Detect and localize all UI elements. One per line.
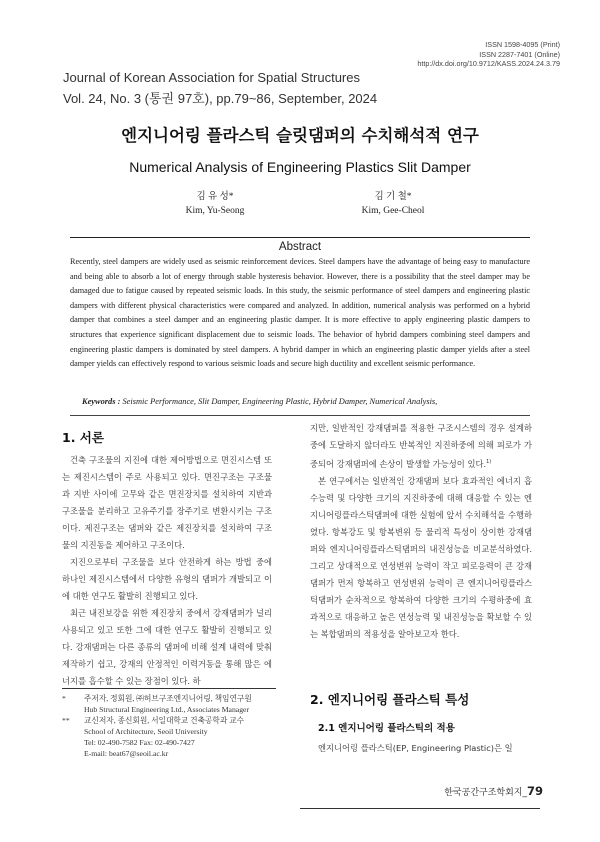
author-2-ko: 김 기 철* bbox=[374, 192, 412, 202]
right-column bbox=[310, 420, 532, 643]
abstract-text: Recently, steel dampers are widely used as seismic reinforcement devices. Steel dampers have the advantage of being easy to manufacture and being able to absorb a lot of energy through stable hysteresis behavior. However, there is a possibility that the steel damper may be damaged due to fatigue caused by repeated seismic loads. In this study, the seismic performance of steel dampers and engineering plastic dampers with different physical characteristics were compared and analyzed. In addition, numerical analysis was performed on a hybrid damper that combines a steel damper and an engineering plastic damper. It is more effective to apply engineering plastic dampers to structures that experience significant displacement due to seismic loads. The behavior of hybrid dampers combining steel dampers and engineering plastic dampers is dominated by steel dampers. A hybrid damper in which an engineering plastic damper yields after a steel damper yields can effectively respond to various seismic loads and secure high ductility and excellent seismic performance. bbox=[70, 257, 530, 369]
title-korean: 엔지니어링 플라스틱 슬릿댐퍼의 수치해석적 연구 bbox=[121, 126, 479, 145]
volume-line: Vol. 24, No. 3 (통권 97호), pp.79~86, September, 2024 bbox=[63, 91, 378, 106]
footnote-line: ** 교신저자, 종신회원, 서일대학교 건축공학과 교수 bbox=[62, 716, 245, 725]
issn-block bbox=[417, 40, 560, 69]
footnote-line bbox=[62, 748, 292, 759]
journal-name: Journal of Korean Association for Spatial Structures bbox=[63, 70, 360, 85]
footnote-line: Tel: 02-490-7582 Fax: 02-490-7427 bbox=[84, 738, 195, 747]
keywords-label: Keywords : bbox=[82, 397, 123, 406]
author-1-ko: 김 유 성* bbox=[196, 192, 234, 202]
section-2-1-title: 2.1 엔지니어링 플라스틱의 적용 bbox=[318, 723, 455, 734]
section-1-paragraph-3: 최근 내진보강을 위한 제진장치 중에서 강재댐퍼가 널리 사용되고 있고 또한 그에 대한 연구도 활발히 진행되고 있다. 강재댐퍼는 다른 종류의 댐퍼에 비해 설계 내력에 맞춰 제작하기 쉽고, 강재의 안정적인 이력거동을 통해 많은 에너지를 흡수할 수 있는 장점이 있다. 하 bbox=[62, 608, 272, 686]
section-1-title: 1. 서론 bbox=[62, 430, 104, 445]
section-1-right-paragraph-1: 지만, 일반적인 강재댐퍼를 적용한 구조시스템의 경우 설계하중에 도달하지 않더라도 반복적인 지진하중에 의해 피로가 가중되어 강재댐퍼에 손상이 발생할 가능성이 있다.$^{1)}$ bbox=[310, 423, 532, 469]
footer-journal: 한국공간구조학회지_ bbox=[444, 788, 527, 798]
keywords-text: Seismic Performance, Slit Damper, Engineering Plastic, Hybrid Damper, Numerical Analysis, bbox=[122, 397, 438, 406]
doi-link[interactable]: http://dx.doi.org/10.9712/KASS.2024.24.3.79 bbox=[417, 59, 560, 69]
footnote-rule bbox=[62, 688, 276, 689]
footer-rule bbox=[300, 808, 540, 809]
author-2 bbox=[313, 190, 473, 218]
section-1-right-paragraph-2: 본 연구에서는 일반적인 강재댐퍼 보다 효과적인 에너지 흡수능력 및 다양한 크기의 지진하중에 대해 대응할 수 있는 엔지니어링플라스틱댐퍼에 대한 실험에 앞서 수치해석을 수행하였다. 항복강도 및 항복변위 등 물리적 특성이 상이한 강재댐퍼와 엔지니어링플라스틱댐퍼의 내진성능을 비교분석하였다. 그리고 상대적으로 연성변위 능력이 작고 피로응력이 큰 강재댐퍼가 먼저 항복하고 연성변위 능력이 큰 엔지니어링플라스틱댐퍼가 순차적으로 항복하여 다양한 크기의 수평하중에 효과적으로 대응하고 높은 연성능력 및 내진성능을 확보할 수 있는 복합댐퍼의 적용성을 알아보고자 한다. bbox=[310, 475, 532, 639]
section-2-title: 2. 엔지니어링 플라스틱 특성 bbox=[310, 692, 470, 707]
author-2-en: Kim, Gee-Cheol bbox=[361, 206, 425, 216]
page-number: 79 bbox=[526, 784, 543, 798]
abstract-divider bbox=[70, 415, 530, 416]
author-1-en: Kim, Yu-Seong bbox=[185, 206, 245, 216]
footnote-line: * 주저자, 정회원, ㈜허브구조엔지니어링, 책임연구원 bbox=[62, 694, 252, 703]
keywords bbox=[82, 397, 542, 406]
section-1-paragraph-2: 지진으로부터 구조물을 보다 안전하게 하는 방법 중에 하나인 제진시스템에서 다양한 유형의 댐퍼가 개발되고 이에 대한 연구도 활발히 진행되고 있다. bbox=[62, 557, 272, 601]
abstract-section bbox=[70, 237, 530, 372]
footnotes bbox=[62, 693, 292, 759]
author-1 bbox=[135, 190, 295, 218]
footnote-line: School of Architecture, Seoil University bbox=[84, 727, 208, 736]
title-english: Numerical Analysis of Engineering Plastics Slit Damper bbox=[129, 159, 471, 175]
section-2-1-paragraph-1: 엔지니어링 플라스틱(EP, Engineering Plastic)은 일 bbox=[318, 743, 513, 753]
page-footer bbox=[444, 784, 543, 798]
footnote-line: Hub Structural Engineering Ltd., Associates Manager bbox=[84, 705, 250, 714]
issn-online: ISSN 2287-7401 (Online) bbox=[479, 49, 560, 59]
issn-print: ISSN 1598-4095 (Print) bbox=[485, 40, 560, 49]
abstract-heading: Abstract bbox=[278, 241, 322, 253]
citation-1[interactable]: 1) bbox=[486, 459, 492, 465]
footnote-email[interactable]: E-mail: beat67@seoil.ac.kr bbox=[84, 749, 169, 758]
left-column bbox=[62, 452, 272, 690]
section-1-paragraph-1: 건축 구조물의 지진에 대한 제어방법으로 면진시스템 또는 제진시스템이 주로 사용되고 있다. 면진구조는 구조물과 지반 사이에 고무와 같은 면진장치를 설치하여 지반과 구조물을 분리하고 고유주기를 장주기로 변환시키는 구조이다. 제진구조는 댐퍼와 같은 제진장치를 설치하여 구조물의 지진동을 제어하고 구조이다. bbox=[62, 455, 272, 550]
section-2-1-body bbox=[310, 740, 532, 757]
